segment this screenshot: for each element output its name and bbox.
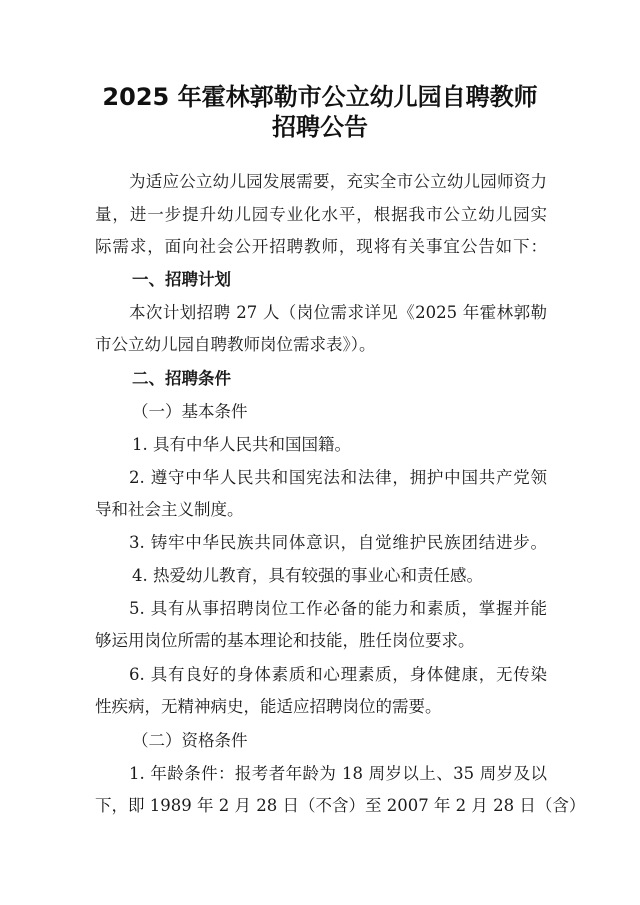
basic-condition-item-4: 4. 热爱幼儿教育，具有较强的事业心和责任感。 [132, 566, 483, 585]
basic-condition-item-6-line-1: 6. 具有良好的身体素质和心理素质，身体健康，无传染 [129, 665, 547, 684]
section-1-text-line-2: 市公立幼儿园自聘教师岗位需求表》）。 [95, 335, 376, 354]
section-1-heading: 一、招聘计划 [132, 270, 231, 289]
document-title-line-2: 招聘公告 [272, 113, 368, 141]
basic-condition-item-2-line-1: 2. 遵守中华人民共和国宪法和法律，拥护中国共产党领 [129, 468, 547, 487]
qualification-conditions-subheading: （二）资格条件 [132, 731, 248, 750]
qualification-item-1-line-1: 1. 年龄条件：报考者年龄为 18 周岁以上、35 周岁及以 [129, 764, 547, 783]
qualification-item-1-line-2: 下，即 1989 年 2 月 28 日（不含）至 2007 年 2 月 28 日（含） [95, 796, 586, 815]
intro-paragraph-line-2: 量，进一步提升幼儿园专业化水平，根据我市公立幼儿园实 [95, 205, 547, 224]
section-2-heading: 二、招聘条件 [132, 369, 231, 388]
intro-paragraph-line-3: 际需求，面向社会公开招聘教师，现将有关事宜公告如下： [95, 237, 547, 256]
basic-condition-item-2-line-2: 导和社会主义制度。 [95, 500, 244, 519]
basic-conditions-subheading: （一）基本条件 [132, 402, 248, 421]
document-title-line-1: 2025 年霍林郭勒市公立幼儿园自聘教师 [102, 83, 538, 111]
basic-condition-item-5-line-2: 够运用岗位所需的基本理论和技能，胜任岗位要求。 [95, 631, 475, 650]
basic-condition-item-6-line-2: 性疾病，无精神病史，能适应招聘岗位的需要。 [95, 697, 442, 716]
basic-condition-item-1: 1. 具有中华人民共和国国籍。 [132, 435, 351, 454]
intro-paragraph-line-1: 为适应公立幼儿园发展需要，充实全市公立幼儿园师资力 [129, 172, 547, 191]
basic-condition-item-3: 3. 铸牢中华民族共同体意识，自觉维护民族团结进步。 [129, 533, 547, 552]
section-1-text-line-1: 本次计划招聘 27 人（岗位需求详见《2025 年霍林郭勒 [129, 303, 547, 322]
basic-condition-item-5-line-1: 5. 具有从事招聘岗位工作必备的能力和素质，掌握并能 [129, 599, 547, 618]
